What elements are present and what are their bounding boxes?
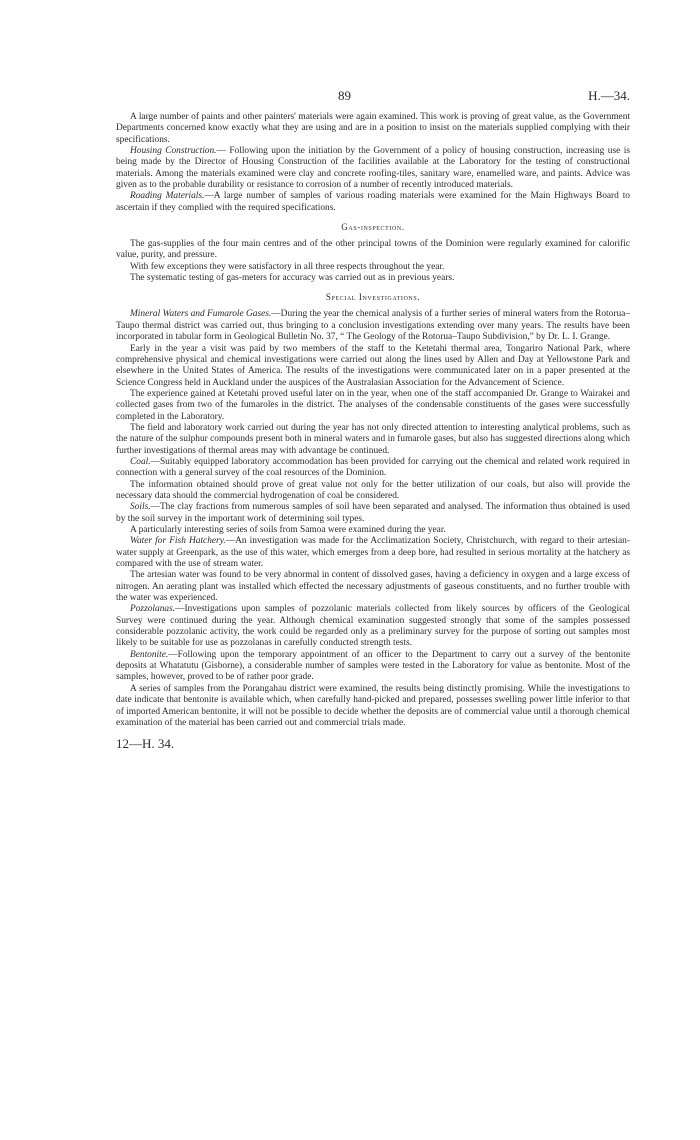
subheading: Pozzolanas. — [130, 604, 176, 615]
subheading: Roading Materials. — [130, 191, 205, 202]
page-footer-signature: 12—H. 34. — [116, 736, 175, 752]
special-investigations-section — [116, 309, 630, 729]
paragraph: A series of samples from the Porangahau district were examined, the results being distinctly promising. While the investigations to date indicate that bentonite is available which, when carefully hand-picked and prepared, possesses swelling power little inferior to that of imported American bentonite, it will not be possible to decide whether the deposits are of commercial value until a thorough chemical examination of the material has been carried out and commercial trials made. — [116, 683, 630, 728]
subheading: Mineral Waters and Fumarole Gases. — [130, 309, 272, 320]
paragraph: Housing Construction.— Following upon the initiation by the Government of a policy of housing construction, increasing use is being made by the Director of Housing Construction of the facilities available at the Laboratory for the testing of constructional materials. Among the materials examined were clay and concrete roofing-tiles, sanitary ware, enamelled ware, and paints. Advice was given as to the probable durability or resistance to corrosion of a number of recently introduced materials. — [116, 146, 630, 191]
paragraph: The systematic testing of gas-meters for accuracy was carried out as in previous years. — [130, 273, 455, 284]
paragraph: Soils.—The clay fractions from numerous samples of soil have been separated and analysed. The information thus obtained is used by the soil survey in the important work of determining soil types. — [116, 502, 630, 524]
subheading: Coal. — [130, 456, 151, 467]
paragraph: The experience gained at Ketetahi proved useful later on in the year, when one of the staff accompanied Dr. Grange to Wairakei and collected gases from two of the fumaroles in the district. The analyses of the condensable constituents of the gases were successfully completed in the Laboratory. — [116, 388, 630, 422]
paragraph: Pozzolanas.—Investigations upon samples of pozzolanic materials collected from likely sources by officers of the Geological Survey were continued during the year. Although chemical examination suggested strongly that some of the samples possessed considerable pozzolanic activity, the work could be regarded only as a preliminary survey for the purpose of sorting out samples most likely to be suitable for use as pozzolanas in carefully conducted strength tests. — [116, 604, 630, 649]
section-heading-gas-inspection: Gas-inspection. — [341, 222, 405, 233]
paragraph: A large number of paints and other painters' materials were again examined. This work is proving of great value, as the Government Departments concerned know exactly what they are using and are in a position to insist on the materials supplied complying with their specifications. — [116, 112, 630, 145]
paragraph: The gas-supplies of the four main centres and of the other principal towns of the Dominion were regularly examined for calorific value, purity, and pressure. — [116, 239, 630, 261]
paragraph: Water for Fish Hatchery.—An investigation was made for the Acclimatization Society, Christchurch, with regard to their artesian-water supply at Greenpark, as the use of this water, which emerges from a deep bore, had resulted in serious mortality at the hatchery as compared with the use of stream water. — [116, 536, 630, 570]
subheading: Water for Fish Hatchery. — [130, 536, 226, 547]
paragraph: Early in the year a visit was paid by two members of the staff to the Ketetahi thermal area, Tongariro National Park, where comprehensive physical and chemical investigations were carried out along the lines used by Allen and Day at Yellowstone Park and elsewhere in the United States of America. The results of the investigations were communicated later on in a paper presented at the Science Congress held in Auckland under the auspices of the Australasian Association for the Advancement of Science. — [116, 343, 630, 388]
subheading: Soils. — [130, 502, 151, 513]
paragraph: Coal.—Suitably equipped laboratory accommodation has been provided for carrying out the chemical and related work required in connection with a general survey of the coal resources of the Dominion. — [116, 456, 630, 479]
paragraph: The artesian water was found to be very abnormal in content of dissolved gases, having a deficiency in oxygen and a large excess of nitrogen. An aerating plant was installed which effected the necessary adjustments of gaseous constituents, and no further trouble with the water was experienced. — [116, 570, 630, 604]
paragraph: The field and laboratory work carried out during the year has not only directed attention to interesting analytical problems, such as the nature of the sulphur compounds present both in mineral waters and in fumarole gases, but also has suggested directions along which further investigations of thermal areas may with advantage be continued. — [116, 422, 630, 456]
document-page — [116, 86, 630, 752]
subheading: Bentonite. — [130, 649, 169, 660]
subheading: Housing Construction. — [130, 146, 217, 157]
paragraph: With few exceptions they were satisfactory in all three respects throughout the year. — [130, 261, 445, 272]
document-reference: H.—34. — [588, 88, 630, 103]
page-header — [116, 86, 630, 112]
paragraph: Mineral Waters and Fumarole Gases.—During the year the chemical analysis of a further series of mineral waters from the Rotorua–Taupo thermal district was carried out, thus bringing to a conclusion investigations extending over many years. The results have been incorporated in tabular form in Geological Bulletin No. 37, “ The Geology of the Rotorua–Taupo Subdivision,” by Dr. L. I. Grange. — [116, 309, 630, 343]
paragraph: Roading Materials.—A large number of samples of various roading materials were examined for the Main Highways Board to ascertain if they complied with the required specifications. — [116, 191, 630, 213]
section-heading-special-investigations: Special Investigations. — [325, 292, 421, 303]
paragraph: A particularly interesting series of soils from Samoa were examined during the year. — [130, 525, 446, 535]
paragraph: Bentonite.—Following upon the temporary appointment of an officer to the Department to carry out a survey of the bentonite deposits at Whatatutu (Gisborne), a considerable number of samples were tested in the Laboratory for value as bentonite. Most of the samples, however, proved to be of rather poor grade. — [116, 649, 630, 683]
intro-section — [116, 112, 630, 214]
page-number: 89 — [338, 88, 351, 103]
gas-inspection-section — [116, 239, 630, 284]
paragraph: The information obtained should prove of great value not only for the better utilization of our coals, but also will provide the necessary data should the commercial hydrogenation of coal be considered. — [116, 479, 630, 501]
